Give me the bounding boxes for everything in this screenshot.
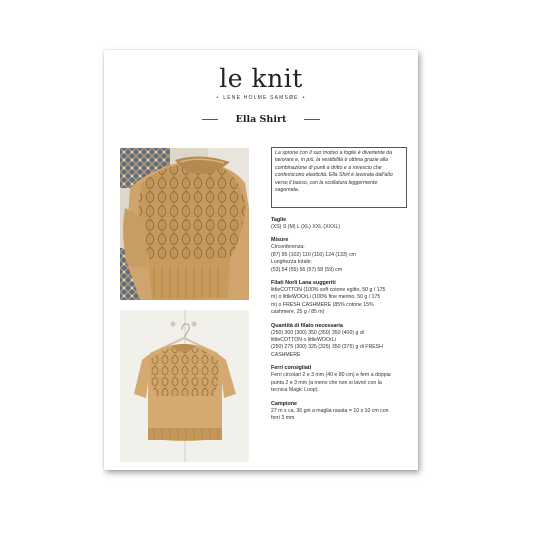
spec-measurements	[271, 237, 411, 274]
spec-yarns	[271, 280, 411, 317]
spec-line: Ferri circolari 2 e 3 mm (40 e 80 cm) e ferri a doppia	[271, 372, 391, 379]
sweater-photo-closeup	[120, 148, 249, 300]
title-rule-left	[202, 119, 218, 120]
designer-line	[104, 95, 418, 101]
spec-needles	[271, 365, 411, 394]
spec-line: Circonferenza:	[271, 244, 305, 251]
spec-title: Ferri consigliati	[271, 365, 312, 372]
spec-line: ferri 3 mm	[271, 414, 295, 421]
spec-title: Taglie	[271, 217, 287, 223]
designer-name: LENE HOLME SAMSØE	[223, 95, 299, 101]
spec-line: (87) 95 (102) 110 (116) 124 (133) cm	[271, 251, 356, 258]
spec-line: littleCOTTON o littleWOOrLi	[271, 337, 336, 344]
specifications	[271, 217, 411, 428]
spec-line: m) o littleWOOrLi (100% fine merino, 50 g / 175	[271, 294, 381, 301]
sweater-photo-hanger	[120, 310, 249, 462]
brand-logo: le knit	[219, 64, 303, 93]
spec-line: (250) 300 (300) 350 (350) 350 (400) g di	[271, 329, 364, 336]
title-rule-right	[304, 119, 320, 120]
sweater-closeup-illustration	[120, 148, 249, 300]
spec-line: tecnica Magic Loop).	[271, 387, 319, 394]
bullet-right: •	[302, 95, 306, 101]
spec-title: Misure	[271, 237, 289, 244]
spec-title: Filati Norli Lana suggeriti	[271, 280, 336, 287]
spec-line: littleCOTTON (100% soft cotone egitto, 50 g / 175	[271, 287, 386, 294]
spec-title: Quantità di filato necessaria	[271, 322, 343, 329]
spec-sizes	[271, 217, 411, 231]
spec-yarn-amount	[271, 323, 411, 360]
spec-line: (53) 54 (55) 56 (57) 58 (59) cm	[271, 266, 343, 273]
intro-box: La sprone con il suo motivo a foglie è divertente da lavorare e, in più, la vestibilità è ottima grazie alla combinazione di punti a dritto e a rovescio che conferiscono elasticità. Ella Shirt è lavorata dall'alto verso il basso, con la scollatura leggermente sagomata.	[271, 147, 407, 208]
spec-line: Lunghezza totale:	[271, 259, 312, 266]
spec-line: m) o FRESH CASHMERE (85% cotone 15%	[271, 301, 374, 308]
pattern-page	[104, 50, 418, 470]
spec-title: Campione	[271, 400, 298, 407]
spec-line: punta 2 e 3 mm (a meno che non si lavori con la	[271, 379, 382, 386]
spec-line: (XS) S (M) L (XL) XXL (XXXL)	[271, 224, 341, 230]
spec-line: (250) 275 (300) 325 (325) 350 (375) g di FRESH	[271, 344, 383, 351]
sweater-hanger-illustration	[120, 310, 249, 462]
spec-line: cashmere, 25 g / 85 m)	[271, 309, 325, 316]
spec-line: 27 m x ca. 36 giri a maglia rasata = 10 x 10 cm con	[271, 407, 389, 414]
bullet-left: •	[216, 95, 220, 101]
spec-gauge	[271, 401, 411, 423]
pattern-title: Ella Shirt	[235, 114, 287, 125]
title-row	[104, 114, 418, 125]
spec-line: CASHMERE	[271, 351, 301, 358]
